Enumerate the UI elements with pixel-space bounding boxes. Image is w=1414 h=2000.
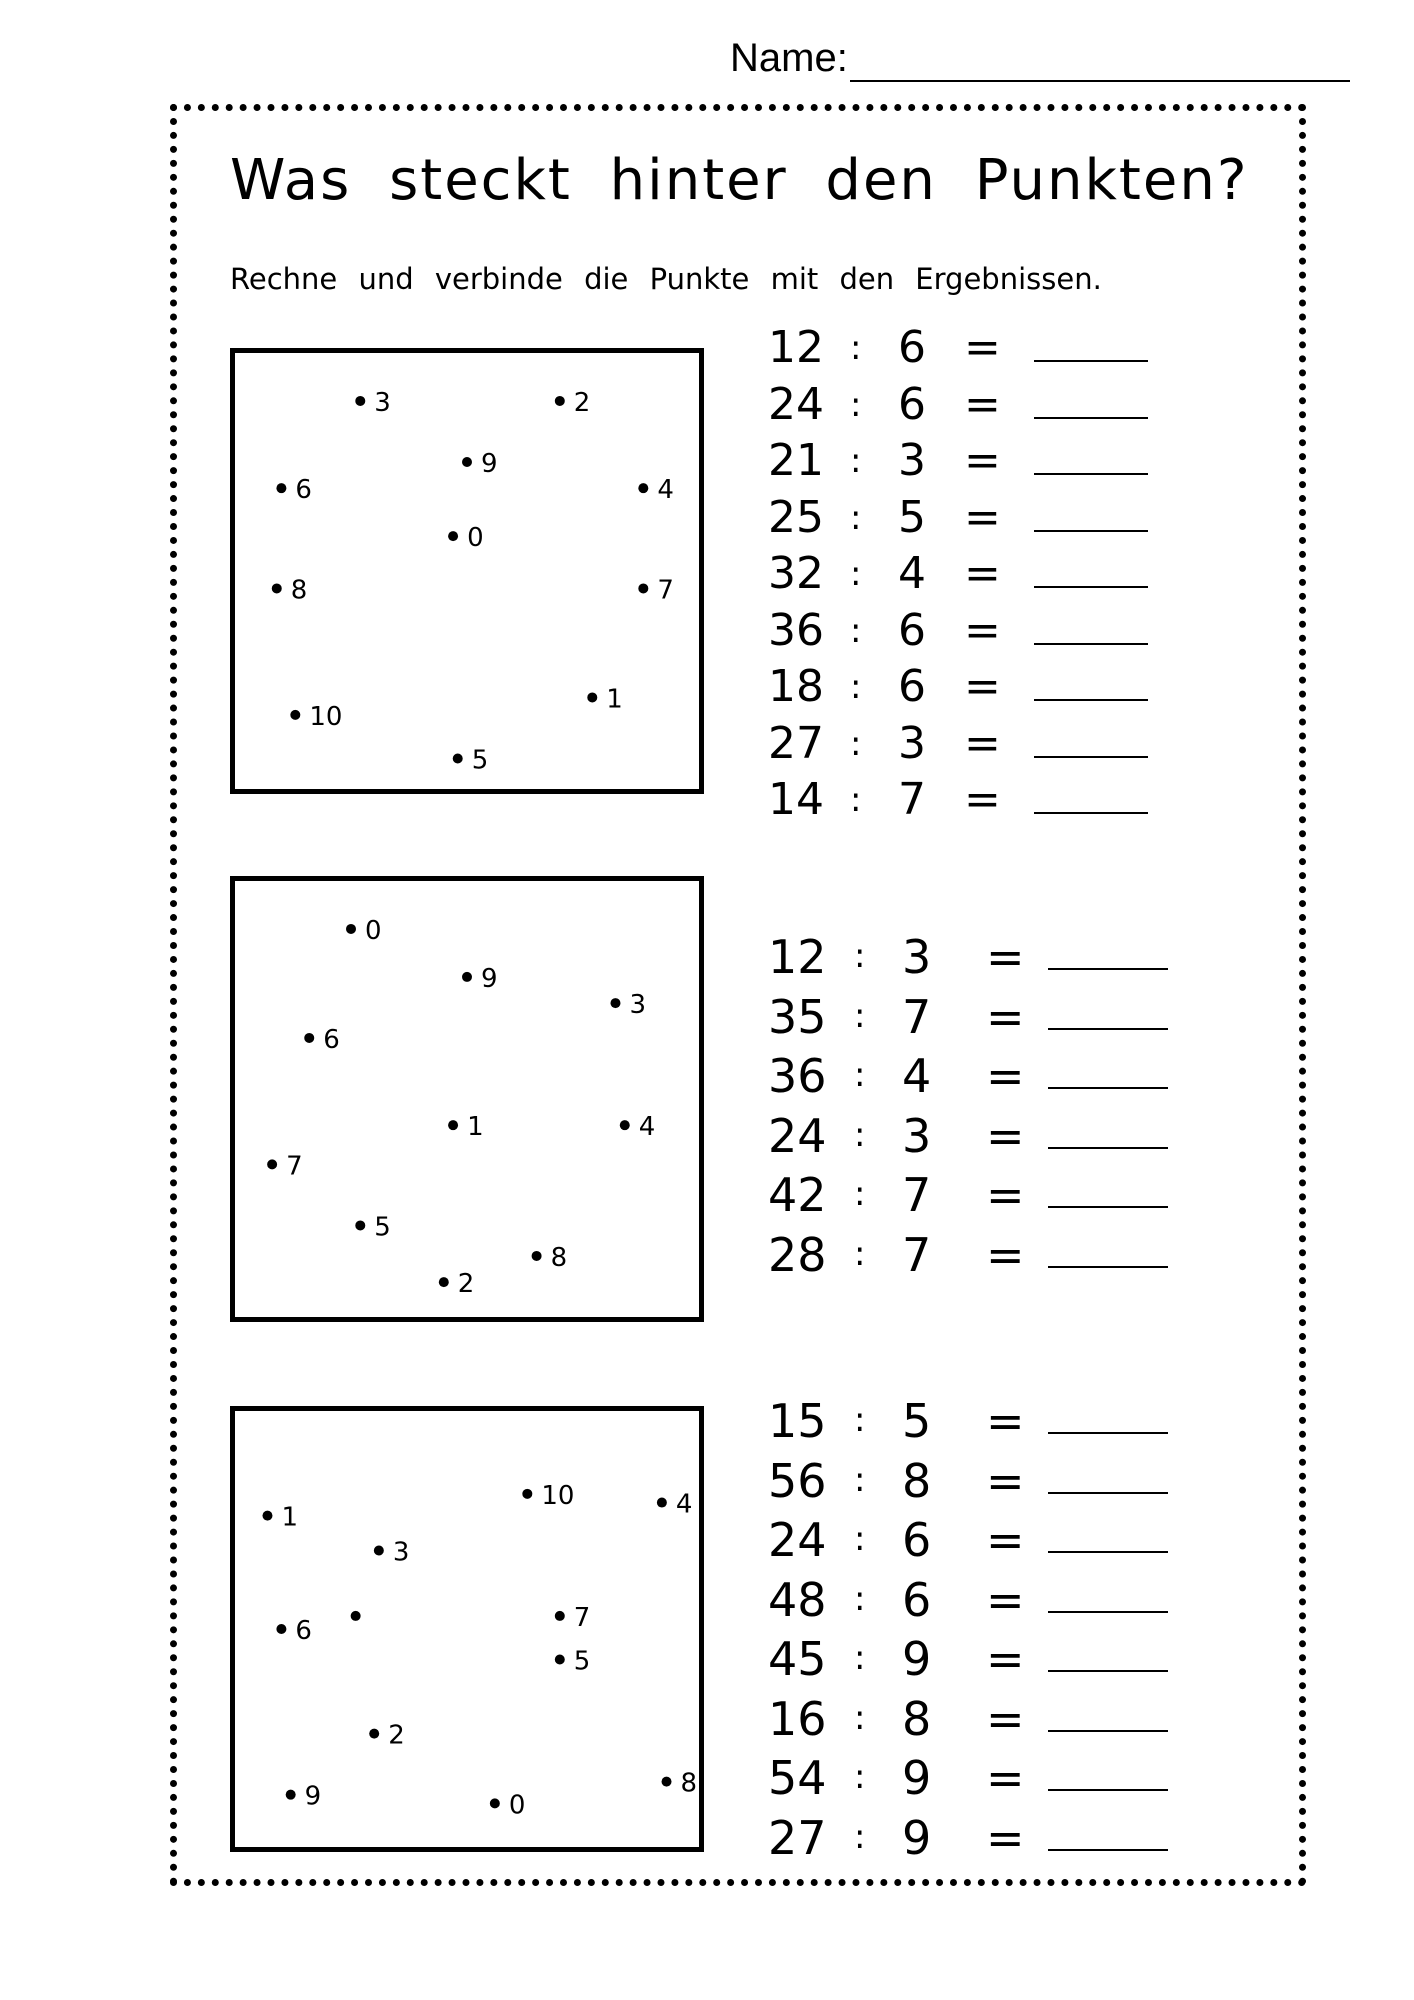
answer-blank[interactable]: [1034, 718, 1148, 758]
puzzle-dot[interactable]: [276, 1624, 286, 1634]
answer-blank[interactable]: [1034, 605, 1148, 645]
puzzle-dot[interactable]: [355, 1220, 365, 1230]
division-problem: [768, 1108, 1168, 1163]
puzzle-dot[interactable]: [638, 483, 648, 493]
puzzle-dot[interactable]: [555, 1611, 565, 1621]
division-problem: [768, 492, 1168, 542]
instruction-text: Rechne und verbinde die Punkte mit den Ergebnissen.: [230, 262, 1102, 296]
divisor: 6: [902, 1513, 932, 1567]
puzzle-dot[interactable]: [276, 483, 286, 493]
dividend: 27: [768, 1810, 827, 1865]
puzzle-dot[interactable]: [439, 1277, 449, 1287]
puzzle-dot[interactable]: [369, 1729, 379, 1739]
answer-blank[interactable]: [1034, 379, 1148, 419]
dot-label: 6: [323, 1024, 340, 1055]
dot-label: 9: [481, 963, 498, 994]
puzzle-dot[interactable]: [532, 1251, 542, 1261]
division-problem: [768, 548, 1168, 598]
division-problem: [768, 322, 1168, 372]
divide-sign: :: [850, 384, 862, 425]
equals-sign: =: [964, 774, 1001, 825]
puzzle-dot[interactable]: [657, 1498, 667, 1508]
equals-sign: =: [986, 930, 1025, 984]
equals-sign: =: [986, 1394, 1025, 1448]
answer-blank[interactable]: [1034, 322, 1148, 362]
puzzle-dot[interactable]: [304, 1033, 314, 1043]
divide-sign: :: [850, 610, 862, 651]
divisor: 6: [898, 661, 926, 712]
equals-sign: =: [986, 1632, 1025, 1686]
divide-sign: :: [854, 1519, 866, 1559]
dot-puzzle-canvas[interactable]: [235, 353, 699, 789]
answer-blank[interactable]: [1048, 1049, 1168, 1089]
divisor: 7: [902, 1168, 932, 1222]
divide-sign: :: [854, 1114, 866, 1155]
divisor: 3: [902, 930, 932, 984]
puzzle-dot[interactable]: [587, 692, 597, 702]
equals-sign: =: [964, 717, 1001, 769]
puzzle-dot[interactable]: [462, 457, 472, 467]
equals-sign: =: [964, 604, 1001, 656]
divisor: 7: [902, 989, 932, 1044]
dot-label: 1: [467, 1112, 484, 1143]
dot-label: 2: [573, 387, 591, 418]
equals-sign: =: [964, 548, 1001, 599]
divisor: 5: [902, 1394, 932, 1448]
divide-sign: :: [854, 1459, 866, 1500]
division-problem: [768, 1691, 1168, 1746]
divisor: 4: [898, 548, 926, 599]
dividend: 42: [768, 1168, 827, 1222]
divide-sign: :: [854, 1757, 866, 1797]
dividend: 48: [768, 1572, 827, 1627]
division-problem: [768, 718, 1168, 768]
divide-sign: :: [850, 441, 862, 481]
division-problem: [768, 435, 1168, 485]
answer-blank[interactable]: [1048, 1751, 1168, 1791]
equals-sign: =: [986, 1227, 1025, 1282]
answer-blank[interactable]: [1048, 1109, 1168, 1149]
answer-blank[interactable]: [1034, 548, 1148, 588]
dot-label: 10: [541, 1480, 575, 1511]
dot-label: 7: [573, 1602, 591, 1633]
divide-sign: :: [854, 1174, 866, 1214]
dot-label: 5: [374, 1212, 391, 1243]
dot-label: 4: [657, 475, 674, 506]
answer-blank[interactable]: [1048, 1228, 1168, 1268]
answer-blank[interactable]: [1048, 1454, 1168, 1494]
dividend: 56: [768, 1453, 827, 1508]
dot-label: 3: [629, 990, 647, 1021]
division-problem: [768, 1632, 1168, 1686]
puzzle-dot[interactable]: [346, 924, 356, 934]
dot-label: 10: [309, 701, 343, 732]
equals-sign: =: [986, 1751, 1025, 1805]
equals-sign: =: [986, 1810, 1025, 1865]
puzzle-dot[interactable]: [290, 710, 300, 720]
dividend: 25: [768, 491, 824, 543]
division-problem: [768, 1810, 1168, 1865]
answer-blank[interactable]: [1048, 1632, 1168, 1672]
dot-label: 0: [508, 1790, 526, 1821]
dot-label: 9: [481, 449, 498, 479]
answer-blank[interactable]: [1034, 661, 1148, 701]
puzzle-dot[interactable]: [355, 396, 365, 406]
name-field: [730, 30, 1350, 90]
dividend: 16: [768, 1691, 827, 1746]
divide-sign: :: [854, 1233, 866, 1274]
dividend: 15: [768, 1394, 827, 1448]
divide-sign: :: [854, 1055, 866, 1095]
division-problem: [768, 379, 1168, 429]
divide-sign: :: [854, 1578, 866, 1619]
equals-sign: =: [986, 1108, 1025, 1163]
answer-blank[interactable]: [1034, 435, 1148, 475]
dividend: 27: [768, 717, 824, 769]
dot-label: 8: [550, 1242, 568, 1273]
dot-label: 2: [457, 1269, 475, 1300]
dot-label: 5: [471, 745, 489, 776]
divide-sign: :: [854, 1400, 866, 1440]
divisor: 9: [902, 1751, 932, 1805]
divide-sign: :: [850, 723, 862, 764]
divide-sign: :: [850, 328, 862, 368]
equals-sign: =: [986, 989, 1025, 1044]
divisor: 3: [898, 717, 926, 769]
puzzle-dot[interactable]: [620, 1120, 630, 1130]
divisor: 6: [902, 1572, 932, 1627]
dot-label: 3: [374, 387, 391, 418]
dividend: 24: [768, 378, 824, 430]
dot-label: 0: [467, 523, 484, 554]
puzzle-dot[interactable]: [462, 972, 472, 982]
worksheet-title: Was steckt hinter den Punkten?: [230, 148, 1249, 213]
divisor: 8: [902, 1453, 932, 1508]
puzzle-dot[interactable]: [374, 1546, 384, 1556]
division-problem: [768, 1049, 1168, 1103]
puzzle-dot[interactable]: [351, 1611, 361, 1621]
equals-sign: =: [964, 322, 1001, 373]
equals-sign: =: [986, 1691, 1025, 1746]
puzzle-dot[interactable]: [448, 531, 458, 541]
dividend: 24: [768, 1108, 827, 1163]
division-problem: [768, 1168, 1168, 1222]
divide-sign: :: [850, 497, 862, 538]
divide-sign: :: [854, 1638, 866, 1678]
dot-label: 8: [680, 1768, 698, 1799]
division-problem: [768, 1572, 1168, 1627]
answer-blank[interactable]: [1048, 1811, 1168, 1851]
equals-sign: =: [964, 491, 1001, 543]
dividend: 28: [768, 1227, 827, 1282]
dot-label: 5: [573, 1646, 591, 1677]
dividend: 35: [768, 989, 827, 1044]
equals-sign: =: [964, 661, 1001, 712]
division-problem: [768, 1453, 1168, 1508]
puzzle-dot[interactable]: [267, 1159, 277, 1169]
puzzle-dot[interactable]: [262, 1511, 272, 1521]
puzzle-dot[interactable]: [448, 1120, 458, 1130]
dot-label: 1: [281, 1502, 299, 1533]
equals-sign: =: [986, 1513, 1025, 1567]
dividend: 45: [768, 1632, 827, 1686]
divisor: 3: [902, 1108, 932, 1163]
dot-label: 4: [675, 1489, 693, 1520]
dot-label: 4: [638, 1112, 656, 1143]
dividend: 12: [768, 322, 824, 373]
equals-sign: =: [986, 1572, 1025, 1627]
divisor: 8: [902, 1691, 932, 1746]
divide-sign: :: [850, 554, 862, 594]
division-problem: [768, 989, 1168, 1044]
dot-label: 6: [295, 1616, 312, 1646]
equals-sign: =: [986, 1453, 1025, 1508]
answer-blank[interactable]: [1048, 1513, 1168, 1553]
division-problem: [768, 605, 1168, 655]
divisor: 7: [898, 774, 926, 825]
divisor: 9: [902, 1632, 932, 1686]
divisor: 9: [902, 1810, 932, 1865]
answer-blank[interactable]: [1048, 1168, 1168, 1208]
answer-blank[interactable]: [1048, 1394, 1168, 1434]
equals-sign: =: [986, 1168, 1025, 1222]
divide-sign: :: [854, 1816, 866, 1857]
dividend: 21: [768, 435, 824, 486]
dividend: 24: [768, 1513, 827, 1567]
divisor: 6: [898, 604, 926, 656]
puzzle-dot[interactable]: [272, 583, 282, 593]
dot-puzzle-canvas[interactable]: [235, 1411, 699, 1847]
divide-sign: :: [850, 780, 862, 820]
puzzle-dot[interactable]: [662, 1777, 672, 1787]
puzzle-dot[interactable]: [522, 1489, 532, 1499]
dividend: 54: [768, 1751, 827, 1805]
dot-label: 8: [290, 575, 308, 606]
divide-sign: :: [854, 1697, 866, 1738]
dot-puzzle-box[interactable]: [230, 348, 704, 794]
dot-puzzle-box[interactable]: [230, 1406, 704, 1852]
name-line[interactable]: [850, 80, 1350, 82]
dot-label: 6: [295, 475, 312, 506]
equals-sign: =: [986, 1049, 1025, 1103]
answer-blank[interactable]: [1048, 930, 1168, 970]
equals-sign: =: [964, 435, 1001, 486]
divisor: 7: [902, 1227, 932, 1282]
answer-blank[interactable]: [1048, 1692, 1168, 1732]
dividend: 18: [768, 661, 824, 712]
dividend: 36: [768, 604, 824, 656]
answer-blank[interactable]: [1034, 774, 1148, 814]
dot-puzzle-box[interactable]: [230, 876, 704, 1322]
divide-sign: :: [850, 667, 862, 707]
divisor: 5: [898, 491, 926, 543]
divisor: 6: [898, 322, 926, 373]
dot-label: 9: [304, 1781, 322, 1812]
division-problem: [768, 661, 1168, 711]
dividend: 32: [768, 548, 824, 599]
division-problem: [768, 1394, 1168, 1448]
divide-sign: :: [854, 936, 866, 976]
division-problem: [768, 1513, 1168, 1567]
dividend: 12: [768, 930, 827, 984]
dot-label: 1: [606, 684, 623, 715]
divisor: 3: [898, 435, 926, 486]
dot-puzzle-canvas[interactable]: [235, 881, 699, 1317]
divisor: 6: [898, 378, 926, 430]
dividend: 14: [768, 774, 824, 825]
dot-label: 7: [286, 1151, 303, 1182]
dividend: 36: [768, 1049, 827, 1103]
divide-sign: :: [854, 995, 866, 1036]
dot-label: 7: [657, 575, 674, 606]
puzzle-dot[interactable]: [555, 1655, 565, 1665]
dot-label: 3: [392, 1537, 410, 1568]
answer-blank[interactable]: [1048, 1573, 1168, 1613]
name-label: Name:: [730, 36, 848, 80]
puzzle-dot[interactable]: [453, 753, 463, 763]
puzzle-dot[interactable]: [555, 396, 565, 406]
division-problem: [768, 930, 1168, 984]
equals-sign: =: [964, 378, 1001, 430]
division-problem: [768, 1227, 1168, 1282]
division-problem: [768, 1751, 1168, 1805]
dot-label: 0: [365, 915, 382, 946]
answer-blank[interactable]: [1048, 990, 1168, 1030]
puzzle-dot[interactable]: [610, 998, 620, 1008]
puzzle-dot[interactable]: [490, 1798, 500, 1808]
divisor: 4: [902, 1049, 932, 1103]
puzzle-dot[interactable]: [286, 1790, 296, 1800]
puzzle-dot[interactable]: [638, 583, 648, 593]
division-problem: [768, 774, 1168, 824]
dot-label: 2: [388, 1720, 405, 1751]
answer-blank[interactable]: [1034, 492, 1148, 532]
